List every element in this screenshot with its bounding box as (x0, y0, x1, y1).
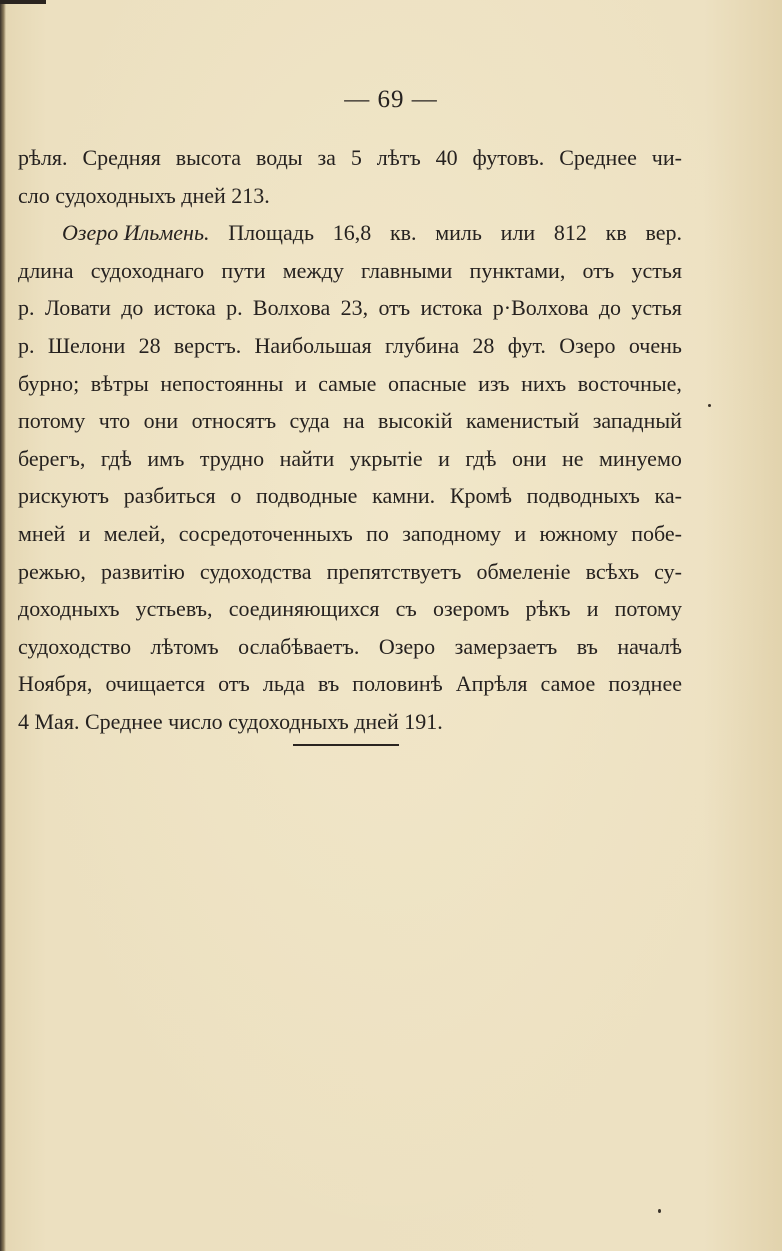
word: Среднее (559, 145, 637, 170)
word: подводные (255, 483, 358, 509)
word: р. (226, 295, 243, 321)
word: главными (361, 257, 453, 283)
word: глубина (385, 332, 460, 358)
word: су- (654, 558, 682, 584)
word: они (143, 408, 179, 434)
word: высокій (378, 408, 453, 434)
word: или (500, 220, 536, 246)
text-line (18, 440, 682, 478)
text-line (18, 665, 682, 703)
word: суда (289, 408, 330, 434)
word: замерзаетъ (454, 633, 558, 659)
word: вер. (645, 220, 682, 246)
word: р. (18, 332, 35, 358)
word: ослабѣваетъ. (238, 633, 360, 659)
word: доходныхъ (18, 596, 120, 622)
word: подводныхъ (526, 483, 640, 509)
word: льда (262, 671, 305, 697)
word: рѣкъ (525, 596, 571, 622)
word: укрытіе (349, 445, 423, 471)
word: устьевъ, (135, 596, 213, 622)
word: камни. (372, 483, 436, 509)
word: самые (318, 370, 377, 396)
word: по (366, 520, 389, 546)
word: въ (576, 633, 598, 659)
word: Кромѣ (449, 483, 512, 509)
word: за (317, 145, 336, 170)
word: отъ (582, 257, 615, 283)
word: Апрѣля (455, 671, 528, 697)
word: р. (18, 295, 35, 321)
word: всѣхъ (585, 558, 640, 584)
word: западный (592, 408, 682, 434)
word: что (98, 408, 131, 434)
paper-speck (658, 1209, 661, 1213)
word: 5 (350, 145, 362, 170)
text-line (18, 477, 682, 515)
word: 16,8 (332, 220, 372, 246)
word: воды (255, 145, 303, 170)
word: истока (420, 295, 483, 321)
word: режью, (18, 558, 86, 584)
word: побе- (631, 520, 682, 546)
word: озеромъ (432, 596, 510, 622)
word: Площадь (228, 220, 314, 246)
word: гдѣ (465, 445, 497, 471)
paper-speck (708, 404, 711, 407)
word: съ (395, 596, 417, 622)
word: каменистый (465, 408, 580, 434)
word: судоходнаго (90, 257, 205, 283)
word: мней (18, 520, 66, 546)
word: Шелони (47, 332, 126, 358)
word: и (294, 370, 307, 396)
word: трудно (199, 445, 265, 471)
word: о (230, 483, 242, 509)
word: Ловати (44, 295, 111, 321)
word: Озеро (559, 332, 616, 358)
word: пунктами, (469, 257, 566, 283)
word: Ноября, (18, 671, 93, 697)
text-line (18, 177, 682, 215)
word: фут. (507, 332, 546, 358)
word: найти (279, 445, 335, 471)
word: пути (221, 257, 266, 283)
text-line (18, 214, 682, 252)
text-line (18, 327, 682, 365)
word: 812 (553, 220, 587, 246)
word: кв. (389, 220, 417, 246)
word: 4 Мая. Среднее число судоходныхъ дней 191. (18, 708, 443, 734)
word: 28 (472, 332, 495, 358)
word: отъ (218, 671, 250, 697)
word: позднее (608, 671, 682, 697)
word: миль (435, 220, 482, 246)
word: судоходства (199, 558, 312, 584)
word: относятъ (191, 408, 277, 434)
word: лѣтомъ (150, 633, 219, 659)
word: верстъ. (173, 332, 242, 358)
text-line (18, 628, 682, 666)
word: самое (540, 671, 596, 697)
word: вѣтры (90, 370, 149, 396)
text-line (18, 402, 682, 440)
word: развитію (101, 558, 185, 584)
word: отъ (378, 295, 411, 321)
word: чи- (651, 145, 682, 170)
word: нихъ (521, 370, 567, 396)
word: между (282, 257, 344, 283)
word: высота (175, 145, 242, 170)
word: 23, (340, 295, 369, 321)
text-line (18, 553, 682, 591)
word: южному (539, 520, 618, 546)
word: обмеленіе (476, 558, 571, 584)
word: судоходство (18, 633, 132, 659)
word: Озеро (378, 633, 436, 659)
word: лѣтъ (376, 145, 421, 170)
word: непостоянны (160, 370, 284, 396)
text-line (18, 139, 682, 177)
word: и (438, 445, 450, 471)
word: футовъ. (472, 145, 545, 170)
word: восточные, (577, 370, 682, 396)
word: сосредоточенныхъ (178, 520, 353, 546)
word: очень (628, 332, 682, 358)
word: потому (614, 596, 682, 622)
word: потому (18, 408, 86, 434)
word: и (586, 596, 599, 622)
word: опасные (387, 370, 467, 396)
word: ка- (654, 483, 682, 509)
word: Средняя (82, 145, 161, 170)
word: рискуютъ (18, 483, 110, 509)
word: въ (317, 671, 340, 697)
word: берегъ, (18, 445, 86, 471)
text-line (18, 703, 682, 741)
text-line (18, 515, 682, 553)
word: половинѣ (352, 671, 443, 697)
word: до (598, 295, 622, 321)
word: сло судоходныхъ дней 213. (18, 182, 270, 208)
word: на (343, 408, 365, 434)
word: не (561, 445, 584, 471)
lake-name-italic: Озеро Ильмень. (62, 220, 210, 246)
word: и (78, 520, 91, 546)
word: р·Волхова (492, 295, 589, 321)
page-number: — 69 — (344, 86, 438, 113)
word: устья (631, 257, 682, 283)
corner-mark (0, 0, 46, 4)
section-end-rule (293, 744, 399, 746)
word: разбиться (123, 483, 216, 509)
word: минуемо (599, 445, 682, 471)
word: рѣля. (18, 145, 68, 170)
word: началѣ (617, 633, 682, 659)
word: заподному (402, 520, 501, 546)
text-line (18, 365, 682, 403)
word: истока (153, 295, 216, 321)
word: изъ (478, 370, 510, 396)
word: препятствуетъ (326, 558, 462, 584)
word: и (514, 520, 527, 546)
text-line (18, 289, 682, 327)
word: 40 (435, 145, 458, 170)
word: устья (631, 295, 682, 321)
body-text (18, 139, 682, 741)
word: длина (18, 257, 74, 283)
word: 28 (138, 332, 161, 358)
word: гдѣ (100, 445, 132, 471)
word: Волхова (252, 295, 331, 321)
word: имъ (147, 445, 185, 471)
word: мелей, (103, 520, 166, 546)
word: бурно; (18, 370, 80, 396)
word: до (121, 295, 144, 321)
word: они (511, 445, 547, 471)
text-line (18, 252, 682, 290)
word: Наибольшая (254, 332, 372, 358)
word: очищается (105, 671, 206, 697)
page-binding-edge (0, 0, 6, 1251)
word: соединяющихся (228, 596, 380, 622)
text-line (18, 590, 682, 628)
word: кв (605, 220, 627, 246)
